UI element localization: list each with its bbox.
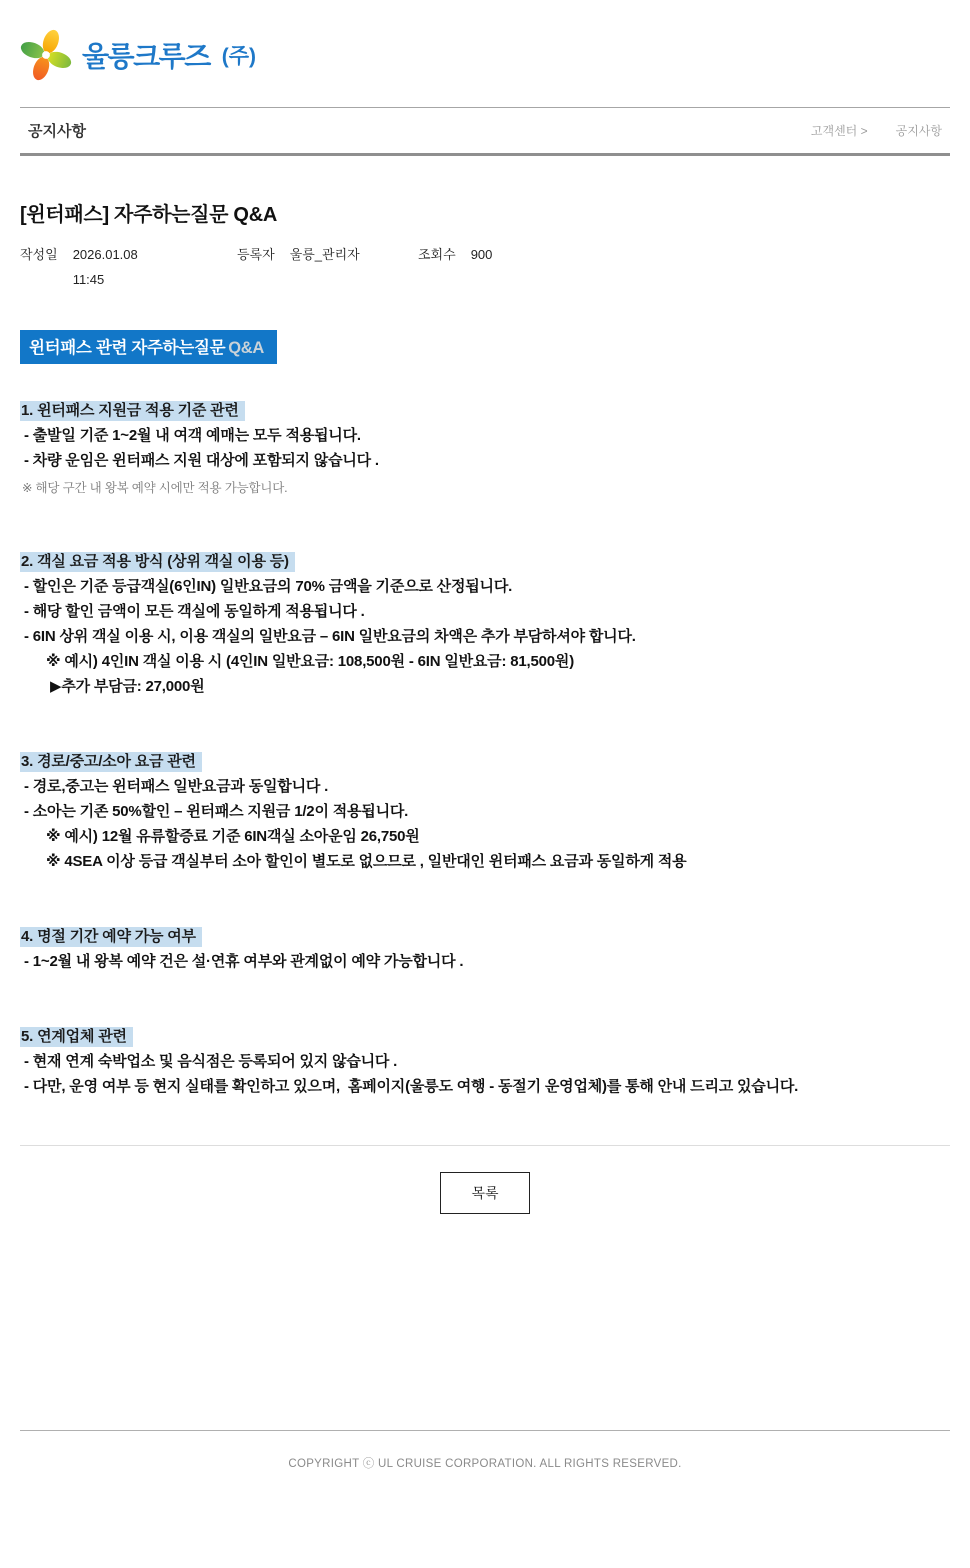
section-line: ▶추가 부담금: 27,000원 xyxy=(50,677,205,695)
badge-text: 윈터패스 관련 자주하는질문 xyxy=(29,338,226,357)
page-title: 공지사항 xyxy=(28,123,86,140)
breadcrumb-notice[interactable]: 공지사항 xyxy=(895,124,942,138)
copyright-text: COPYRIGHT ⓒ UL CRUISE CORPORATION. ALL RIGHTS RESERVED. xyxy=(288,1457,682,1470)
breadcrumb xyxy=(811,122,942,139)
post-time: 11:45 xyxy=(72,272,105,288)
section-line: - 소아는 기존 50%할인 – 윈터패스 지원금 1/2이 적용됩니다. xyxy=(24,802,409,820)
header xyxy=(20,0,950,85)
section-line: ※ 예시) 12월 유류할증료 기준 6IN객실 소아운임 26,750원 xyxy=(46,827,420,845)
section-line: - 출발일 기준 1~2월 내 여객 예매는 모두 적용됩니다. xyxy=(24,426,361,444)
post-meta xyxy=(20,247,950,289)
list-button[interactable]: 목록 xyxy=(440,1172,530,1214)
qa-section xyxy=(20,749,950,874)
footer xyxy=(20,1430,950,1471)
sections xyxy=(20,398,950,1099)
logo-suffix: (주) xyxy=(221,45,257,68)
qa-section xyxy=(20,398,950,499)
section-line: - 현재 연계 숙박업소 및 음식점은 등록되어 있지 않습니다 . xyxy=(24,1052,398,1070)
section-line: ※ 4SEA 이상 등급 객실부터 소아 할인이 별도로 없으므로 , 일반대인 윈터패스 요금과 동일하게 적용 xyxy=(46,852,687,870)
post-title: [윈터패스] 자주하는질문 Q&A xyxy=(20,204,277,226)
section-line: - 차량 운임은 윈터패스 지원 대상에 포함되지 않습니다 . xyxy=(24,451,379,469)
qa-section xyxy=(20,924,950,974)
views-label: 조회수 xyxy=(418,247,456,262)
page-nav xyxy=(20,107,950,156)
qa-section xyxy=(20,549,950,699)
flower-logo-icon xyxy=(20,28,72,82)
post-date: 2026.01.08 xyxy=(72,247,138,262)
content-divider xyxy=(20,1145,950,1146)
author-label: 등록자 xyxy=(237,247,275,262)
section-line: ※ 해당 구간 내 왕복 예약 시에만 적용 가능합니다. xyxy=(22,480,288,495)
qa-section xyxy=(20,1024,950,1099)
section-line: - 다만, 운영 여부 등 현지 실태를 확인하고 있으며, 홈페이지(울릉도 여행 - 동절기 운영업체)를 통해 안내 드리고 있습니다. xyxy=(24,1077,799,1095)
section-line: - 1~2월 내 왕복 예약 건은 설·연휴 여부와 관계없이 예약 가능합니다 . xyxy=(24,952,464,970)
date-label: 작성일 xyxy=(20,247,58,262)
section-line: - 경로,중고는 윈터패스 일반요금과 동일합니다 . xyxy=(24,777,329,795)
section-heading: 5. 연계업체 관련 xyxy=(20,1024,950,1049)
section-line: - 해당 할인 금액이 모든 객실에 동일하게 적용됩니다 . xyxy=(24,602,365,620)
post-author: 울릉_관리자 xyxy=(289,247,360,262)
section-line: - 6IN 상위 객실 이용 시, 이용 객실의 일반요금 – 6IN 일반요금의 차액은 추가 부담하셔야 합니다. xyxy=(24,627,636,645)
content-badge xyxy=(20,330,277,364)
section-line: ※ 예시) 4인IN 객실 이용 시 (4인IN 일반요금: 108,500원 - 6IN 일반요금: 81,500원) xyxy=(46,652,575,670)
section-heading: 2. 객실 요금 적용 방식 (상위 객실 이용 등) xyxy=(20,549,950,574)
post-views: 900 xyxy=(470,247,493,262)
section-heading: 3. 경로/중고/소아 요금 관련 xyxy=(20,749,950,774)
badge-qa: Q&A xyxy=(228,338,265,357)
logo-text: 울릉크루즈 xyxy=(82,41,210,72)
section-heading: 1. 윈터패스 지원금 적용 기준 관련 xyxy=(20,398,950,423)
section-line: - 할인은 기준 등급객실(6인IN) 일반요금의 70% 금액을 기준으로 산정됩니다. xyxy=(24,577,513,595)
breadcrumb-customer-center[interactable]: 고객센터 > xyxy=(810,124,868,138)
section-heading: 4. 명절 기간 예약 가능 여부 xyxy=(20,924,950,949)
company-logo[interactable] xyxy=(20,28,256,82)
button-row xyxy=(20,1172,950,1214)
